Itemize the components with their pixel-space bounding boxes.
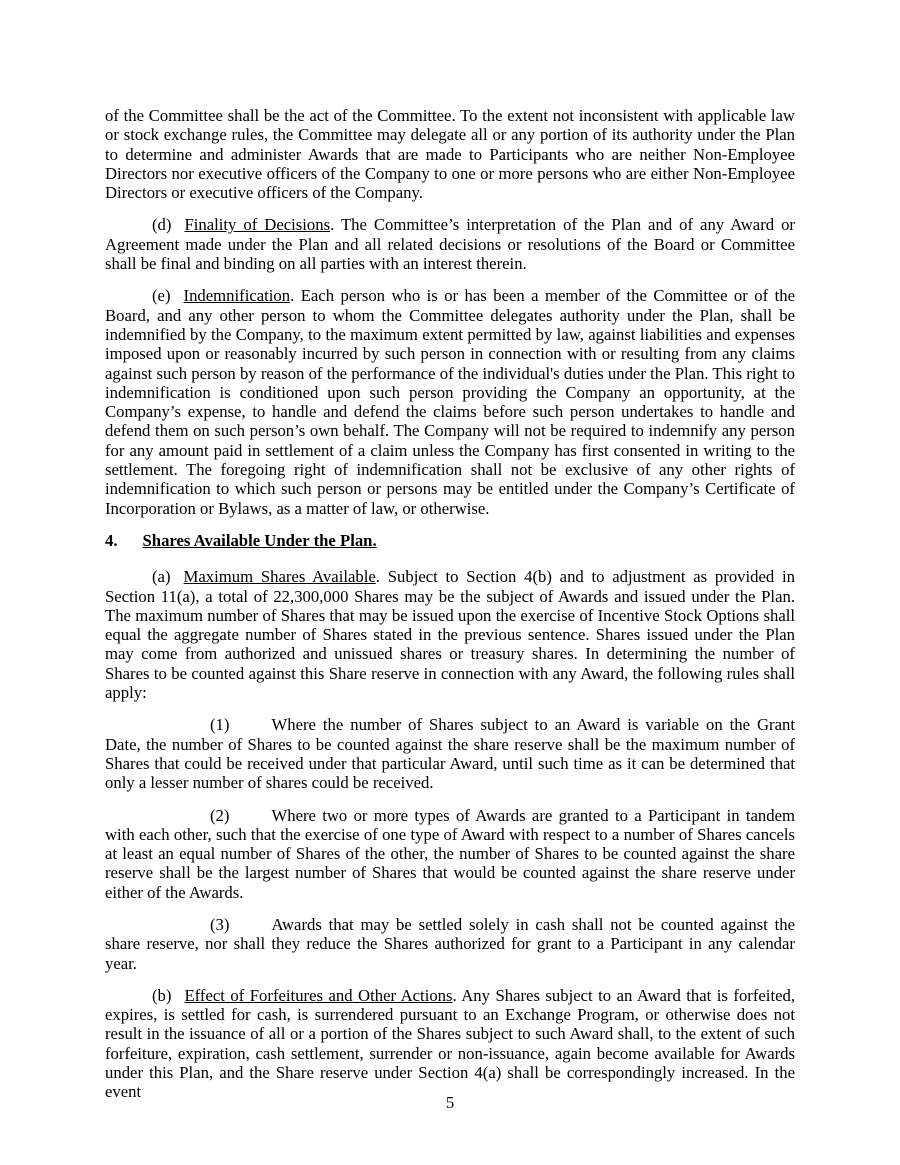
paragraph-b-label: (b) [152,985,172,1005]
section-4-title: Shares Available Under the Plan. [142,530,377,550]
section-4-number: 4. [105,530,118,550]
paragraph-rule-3 [105,915,795,973]
paragraph-rule-3-label: (3) [210,914,230,934]
paragraph-b-heading: Effect of Forfeitures and Other Actions [184,985,453,1005]
paragraph-e-body: . Each person who is or has been a member of the Committee or of the Board, and any other person to whom the Committee delegates authority under the Plan, shall be indemnified by the Company, to the maximum extent permitted by law, against liabilities and expenses imposed upon or reasonably incurred by such person in connection with or resulting from any claims against such person by reason of the performance of the individual's duties under the Plan. This right to indemnification is conditioned upon such person providing the Company an opportunity, at the Company’s expense, to handle and defend the claims before such person undertakes to handle and defend them on such person’s own behalf. The Company will not be required to indemnify any person for any amount paid in settlement of a claim unless the Company has first consented in writing to the settlement. The foregoing right of indemnification shall not be exclusive of any other rights of indemnification to which such person or persons may be entitled under the Company’s Certificate of Incorporation or Bylaws, as a matter of law, or otherwise. [105,286,795,518]
paragraph-a-label: (a) [152,567,171,587]
paragraph-e-heading: Indemnification [183,286,291,306]
paragraph-d-label: (d) [152,215,172,235]
paragraph-d-heading: Finality of Decisions [184,215,331,235]
paragraph-rule-1-body: Where the number of Shares subject to an Award is variable on the Grant Date, the number of Shares to be counted against the share reserve shall be the maximum number of Shares that could be received under that particular Award, until such time as it can be determined that only a lesser number of shares could be received. [105,715,795,793]
paragraph-intro: of the Committee shall be the act of the Committee. To the extent not inconsistent with applicable law or stock exchange rules, the Committee may delegate all or any portion of its authority under the Plan to determine and administer Awards that are made to Participants who are neither Non-Employee Directors nor executive officers of the Company to one or more persons who are either Non-Employee Directors or executive officers of the Company. [105,106,795,203]
paragraph-rule-2-label: (2) [210,805,230,825]
paragraph-a-body: . Subject to Section 4(b) and to adjustment as provided in Section 11(a), a total of 22,300,000 Shares may be the subject of Awards and issued under the Plan. The maximum number of Shares that may be issued upon the exercise of Incentive Stock Options shall equal the aggregate number of Shares stated in the previous sentence. Shares issued under the Plan may come from authorized and unissued shares or treasury shares. In determining the number of Shares to be counted against this Share reserve in connection with any Award, the following rules shall apply: [105,567,795,703]
paragraph-a-heading: Maximum Shares Available [183,567,376,587]
paragraph-rule-3-body: Awards that may be settled solely in cash shall not be counted against the share reserve, nor shall they reduce the Shares authorized for grant to a Participant in any calendar year. [105,914,795,973]
paragraph-d-body: . The Committee’s interpretation of the Plan and of any Award or Agreement made under the Plan and all related decisions or resolutions of the Board or Committee shall be final and binding on all parties with an interest therein. [105,215,795,274]
section-4-heading [105,531,795,550]
paragraph-e-label: (e) [152,286,171,306]
paragraph-d-finality-of-decisions [105,215,795,273]
paragraph-e-indemnification [105,286,795,518]
paragraph-rule-2 [105,806,795,902]
paragraph-b-body: . Any Shares subject to an Award that is forfeited, expires, is settled for cash, is surrendered pursuant to an Exchange Program, or otherwise does not result in the issuance of all or a portion of the Shares subject to such Award shall, to the extent of such forfeiture, expiration, cash settlement, surrender or non-issuance, again become available for Awards under this Plan, and the Share reserve under Section 4(a) shall be correspondingly increased. In the event [105,985,796,1102]
paragraph-rule-2-body: Where two or more types of Awards are granted to a Participant in tandem with each other, such that the exercise of one type of Award with respect to a number of Shares cancels at least an equal number of Shares of the other, the number of Shares to be counted against the share reserve shall be the largest number of Shares that would be counted against the share reserve under either of the Awards. [105,805,795,902]
document-body [105,106,795,1115]
paragraph-rule-1-label: (1) [210,715,230,735]
paragraph-a-maximum-shares-available [105,567,795,702]
page-number: 5 [445,1093,455,1112]
paragraph-rule-1 [105,715,795,792]
paragraph-b-effect-of-forfeitures [105,986,795,1102]
